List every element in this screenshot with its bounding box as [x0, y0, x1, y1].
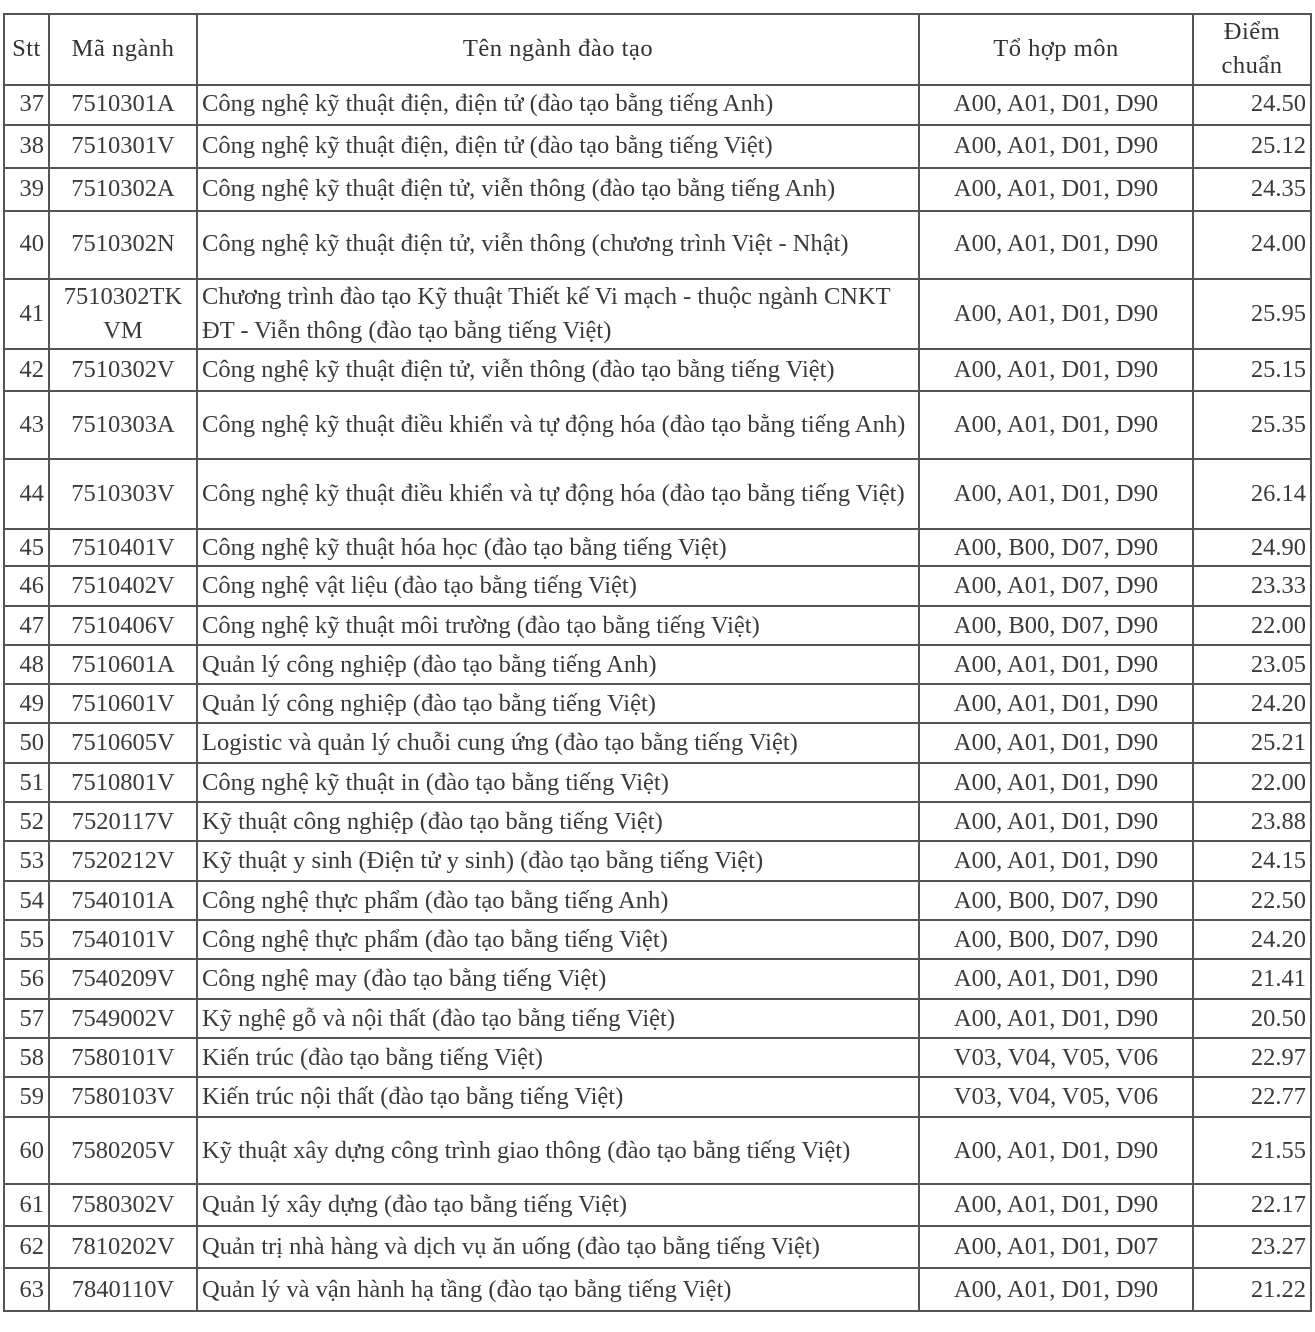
row-name: Công nghệ kỹ thuật điện tử, viễn thông (chương trình Việt - Nhật)	[197, 211, 919, 279]
row-name: Công nghệ thực phẩm (đào tạo bằng tiếng Anh)	[197, 881, 919, 920]
row-code: 7520212V	[49, 841, 197, 881]
row-stt: 63	[4, 1268, 49, 1311]
row-name: Công nghệ kỹ thuật điện, điện tử (đào tạo bằng tiếng Việt)	[197, 125, 919, 168]
row-score: 23.05	[1193, 645, 1311, 684]
row-name: Công nghệ may (đào tạo bằng tiếng Việt)	[197, 959, 919, 999]
row-stt: 58	[4, 1038, 49, 1077]
table-row	[4, 959, 1311, 999]
table-row	[4, 881, 1311, 920]
row-code: 7520117V	[49, 802, 197, 841]
row-name: Quản lý công nghiệp (đào tạo bằng tiếng Anh)	[197, 645, 919, 684]
row-stt: 45	[4, 529, 49, 566]
row-code: 7540209V	[49, 959, 197, 999]
row-combo: A00, A01, D01, D90	[919, 279, 1193, 350]
table-row	[4, 1226, 1311, 1268]
row-combo: A00, A01, D01, D90	[919, 1184, 1193, 1226]
row-code: 7580101V	[49, 1038, 197, 1077]
row-score: 22.97	[1193, 1038, 1311, 1077]
row-score: 25.95	[1193, 279, 1311, 350]
row-combo: A00, A01, D01, D90	[919, 211, 1193, 279]
row-code: 7810202V	[49, 1226, 197, 1268]
table-row	[4, 211, 1311, 279]
row-score: 21.55	[1193, 1117, 1311, 1184]
row-code: 7510302V	[49, 349, 197, 391]
row-score: 26.14	[1193, 459, 1311, 529]
row-score: 20.50	[1193, 999, 1311, 1038]
row-code: 7510401V	[49, 529, 197, 566]
row-combo: A00, B00, D07, D90	[919, 881, 1193, 920]
row-combo: A00, A01, D01, D90	[919, 168, 1193, 211]
table-row	[4, 763, 1311, 802]
row-combo: A00, A01, D07, D90	[919, 566, 1193, 606]
table-row	[4, 459, 1311, 529]
row-score: 23.27	[1193, 1226, 1311, 1268]
row-code: 7540101V	[49, 920, 197, 959]
table-row	[4, 920, 1311, 959]
row-combo: V03, V04, V05, V06	[919, 1038, 1193, 1077]
row-score: 23.33	[1193, 566, 1311, 606]
row-stt: 55	[4, 920, 49, 959]
row-name: Công nghệ kỹ thuật in (đào tạo bằng tiếng Việt)	[197, 763, 919, 802]
table-row	[4, 802, 1311, 841]
row-score: 24.50	[1193, 85, 1311, 125]
row-code: 7510302TK VM	[49, 279, 197, 350]
row-combo: A00, A01, D01, D90	[919, 1268, 1193, 1311]
row-combo: A00, A01, D01, D90	[919, 349, 1193, 391]
table-row	[4, 1077, 1311, 1117]
row-name: Công nghệ vật liệu (đào tạo bằng tiếng Việt)	[197, 566, 919, 606]
row-score: 24.00	[1193, 211, 1311, 279]
row-score: 22.00	[1193, 606, 1311, 645]
row-code: 7510402V	[49, 566, 197, 606]
row-stt: 42	[4, 349, 49, 391]
header-code: Mã ngành	[49, 14, 197, 85]
row-code: 7580205V	[49, 1117, 197, 1184]
row-score: 22.17	[1193, 1184, 1311, 1226]
table-row	[4, 645, 1311, 684]
row-combo: A00, A01, D01, D90	[919, 459, 1193, 529]
row-code: 7510301A	[49, 85, 197, 125]
row-combo: A00, A01, D01, D90	[919, 999, 1193, 1038]
row-score: 25.21	[1193, 723, 1311, 763]
row-code: 7510801V	[49, 763, 197, 802]
row-name: Kỹ thuật công nghiệp (đào tạo bằng tiếng Việt)	[197, 802, 919, 841]
row-combo: A00, A01, D01, D90	[919, 645, 1193, 684]
row-name: Kỹ nghệ gỗ và nội thất (đào tạo bằng tiếng Việt)	[197, 999, 919, 1038]
row-stt: 50	[4, 723, 49, 763]
table-row	[4, 125, 1311, 168]
row-stt: 57	[4, 999, 49, 1038]
row-combo: A00, A01, D01, D90	[919, 802, 1193, 841]
row-stt: 40	[4, 211, 49, 279]
header-name: Tên ngành đào tạo	[197, 14, 919, 85]
table-row	[4, 529, 1311, 566]
row-code: 7510601V	[49, 684, 197, 723]
row-score: 24.20	[1193, 920, 1311, 959]
table-row	[4, 1038, 1311, 1077]
row-name: Công nghệ kỹ thuật môi trường (đào tạo bằng tiếng Việt)	[197, 606, 919, 645]
row-name: Quản lý và vận hành hạ tầng (đào tạo bằng tiếng Việt)	[197, 1268, 919, 1311]
table-row	[4, 1268, 1311, 1311]
row-stt: 49	[4, 684, 49, 723]
table-row	[4, 1117, 1311, 1184]
row-combo: A00, B00, D07, D90	[919, 529, 1193, 566]
row-name: Công nghệ kỹ thuật điều khiển và tự động hóa (đào tạo bằng tiếng Việt)	[197, 459, 919, 529]
row-combo: A00, A01, D01, D90	[919, 1117, 1193, 1184]
row-combo: A00, A01, D01, D90	[919, 841, 1193, 881]
row-stt: 44	[4, 459, 49, 529]
row-score: 24.90	[1193, 529, 1311, 566]
row-name: Công nghệ kỹ thuật điện, điện tử (đào tạo bằng tiếng Anh)	[197, 85, 919, 125]
admission-scores-table	[3, 13, 1312, 1312]
row-name: Quản trị nhà hàng và dịch vụ ăn uống (đào tạo bằng tiếng Việt)	[197, 1226, 919, 1268]
row-code: 7580103V	[49, 1077, 197, 1117]
row-combo: A00, B00, D07, D90	[919, 606, 1193, 645]
row-combo: A00, A01, D01, D90	[919, 125, 1193, 168]
table-row	[4, 349, 1311, 391]
row-score: 21.41	[1193, 959, 1311, 999]
row-code: 7510605V	[49, 723, 197, 763]
row-combo: A00, A01, D01, D90	[919, 684, 1193, 723]
row-name: Công nghệ kỹ thuật điện tử, viễn thông (đào tạo bằng tiếng Việt)	[197, 349, 919, 391]
header-stt: Stt	[4, 14, 49, 85]
row-score: 24.35	[1193, 168, 1311, 211]
table-row	[4, 723, 1311, 763]
row-code: 7510301V	[49, 125, 197, 168]
row-stt: 56	[4, 959, 49, 999]
row-name: Logistic và quản lý chuỗi cung ứng (đào tạo bằng tiếng Việt)	[197, 723, 919, 763]
row-combo: V03, V04, V05, V06	[919, 1077, 1193, 1117]
row-name: Công nghệ kỹ thuật điện tử, viễn thông (đào tạo bằng tiếng Anh)	[197, 168, 919, 211]
row-combo: A00, A01, D01, D07	[919, 1226, 1193, 1268]
row-stt: 48	[4, 645, 49, 684]
table-row	[4, 841, 1311, 881]
row-combo: A00, A01, D01, D90	[919, 391, 1193, 459]
header-score: Điểm chuẩn	[1193, 14, 1311, 85]
row-stt: 37	[4, 85, 49, 125]
header-row	[4, 14, 1311, 85]
row-name: Công nghệ thực phẩm (đào tạo bằng tiếng Việt)	[197, 920, 919, 959]
row-code: 7549002V	[49, 999, 197, 1038]
table-row	[4, 566, 1311, 606]
row-stt: 41	[4, 279, 49, 350]
row-name: Kỹ thuật y sinh (Điện tử y sinh) (đào tạo bằng tiếng Việt)	[197, 841, 919, 881]
row-stt: 59	[4, 1077, 49, 1117]
table-row	[4, 606, 1311, 645]
row-code: 7510302N	[49, 211, 197, 279]
row-combo: A00, A01, D01, D90	[919, 723, 1193, 763]
row-score: 25.35	[1193, 391, 1311, 459]
row-name: Chương trình đào tạo Kỹ thuật Thiết kế Vi mạch - thuộc ngành CNKT ĐT - Viễn thông (đào tạo bằng tiếng Việt)	[197, 279, 919, 350]
table-row	[4, 1184, 1311, 1226]
row-stt: 62	[4, 1226, 49, 1268]
row-combo: A00, A01, D01, D90	[919, 959, 1193, 999]
row-stt: 46	[4, 566, 49, 606]
row-name: Công nghệ kỹ thuật hóa học (đào tạo bằng tiếng Việt)	[197, 529, 919, 566]
row-score: 24.20	[1193, 684, 1311, 723]
row-code: 7510303V	[49, 459, 197, 529]
row-stt: 43	[4, 391, 49, 459]
row-score: 23.88	[1193, 802, 1311, 841]
table-row	[4, 999, 1311, 1038]
row-name: Quản lý công nghiệp (đào tạo bằng tiếng Việt)	[197, 684, 919, 723]
row-score: 22.77	[1193, 1077, 1311, 1117]
row-code: 7510601A	[49, 645, 197, 684]
row-name: Kiến trúc nội thất (đào tạo bằng tiếng Việt)	[197, 1077, 919, 1117]
row-combo: A00, A01, D01, D90	[919, 85, 1193, 125]
row-stt: 47	[4, 606, 49, 645]
row-name: Kiến trúc (đào tạo bằng tiếng Việt)	[197, 1038, 919, 1077]
row-score: 22.00	[1193, 763, 1311, 802]
header-combo: Tổ hợp môn	[919, 14, 1193, 85]
row-score: 22.50	[1193, 881, 1311, 920]
row-stt: 52	[4, 802, 49, 841]
row-code: 7840110V	[49, 1268, 197, 1311]
table-row	[4, 684, 1311, 723]
row-code: 7510302A	[49, 168, 197, 211]
row-name: Quản lý xây dựng (đào tạo bằng tiếng Việt)	[197, 1184, 919, 1226]
table-row	[4, 279, 1311, 350]
row-score: 25.12	[1193, 125, 1311, 168]
row-score: 21.22	[1193, 1268, 1311, 1311]
row-name: Công nghệ kỹ thuật điều khiển và tự động hóa (đào tạo bằng tiếng Anh)	[197, 391, 919, 459]
row-stt: 61	[4, 1184, 49, 1226]
row-stt: 51	[4, 763, 49, 802]
row-stt: 38	[4, 125, 49, 168]
row-score: 25.15	[1193, 349, 1311, 391]
row-stt: 39	[4, 168, 49, 211]
table-row	[4, 391, 1311, 459]
row-code: 7540101A	[49, 881, 197, 920]
row-combo: A00, B00, D07, D90	[919, 920, 1193, 959]
row-stt: 60	[4, 1117, 49, 1184]
row-code: 7510303A	[49, 391, 197, 459]
row-score: 24.15	[1193, 841, 1311, 881]
row-code: 7580302V	[49, 1184, 197, 1226]
table-body	[4, 85, 1311, 1312]
row-stt: 54	[4, 881, 49, 920]
row-name: Kỹ thuật xây dựng công trình giao thông (đào tạo bằng tiếng Việt)	[197, 1117, 919, 1184]
table-row	[4, 85, 1311, 125]
row-code: 7510406V	[49, 606, 197, 645]
table-row	[4, 168, 1311, 211]
row-stt: 53	[4, 841, 49, 881]
row-combo: A00, A01, D01, D90	[919, 763, 1193, 802]
